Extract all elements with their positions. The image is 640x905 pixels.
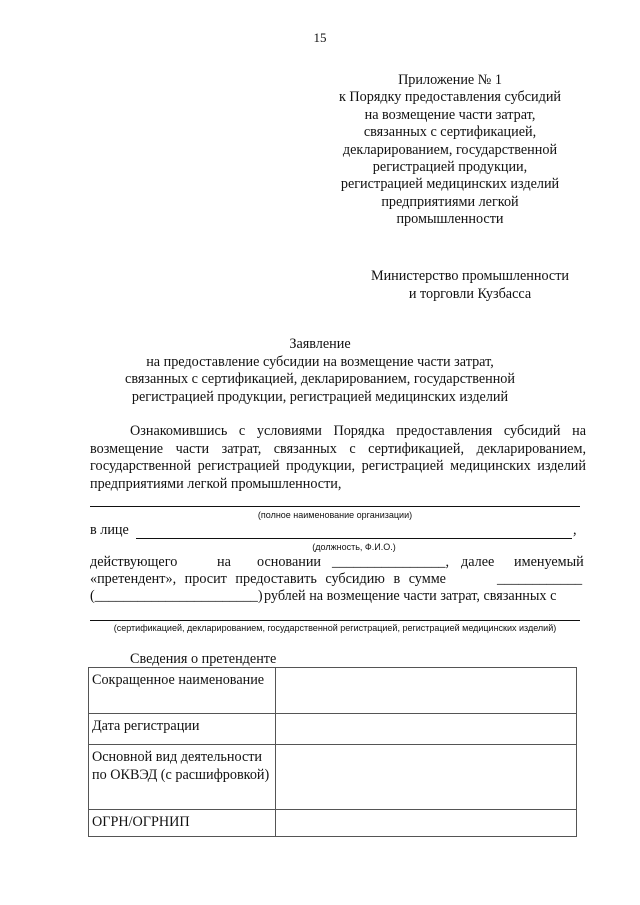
intro-paragraph: Ознакомившись с условиями Порядка предоставления субсидий на возмещение части затрат, связанных с сертификацией, декларированием, государственной регистрацией продукции, регистрацией медицинских изделий предприятиями легкой промышленности, [90, 423, 586, 492]
amount-words-field[interactable]: (_______________________) [90, 588, 263, 604]
costs-caption: (сертификацией, декларированием, государственной регистрацией, регистрацией медицинских изделий) [113, 623, 557, 633]
appendix-line: на возмещение части затрат, [364, 106, 536, 123]
claimant-text: «претендент», просит предоставить субсидию в сумме [90, 571, 446, 587]
row-value[interactable] [276, 810, 577, 837]
org-caption: (полное наименование организации) [257, 510, 413, 520]
appendix-line: к Порядку предоставления субсидий [338, 89, 562, 106]
title-line: регистрацией продукции, регистрацией медицинских изделий [131, 388, 509, 405]
acting-word: именуемый [514, 554, 584, 570]
title-heading: Заявление [289, 336, 351, 352]
appendix-line: предприятиями легкой [381, 193, 519, 210]
costs-field[interactable] [90, 620, 580, 621]
table-row [89, 714, 577, 745]
appendix-block [330, 72, 570, 229]
position-caption: (должность, Ф.И.О.) [312, 542, 396, 552]
org-name-field[interactable] [90, 506, 580, 507]
row-value[interactable] [276, 668, 577, 714]
acting-word: на [217, 554, 231, 570]
acting-word: далее [461, 554, 495, 570]
row-label: ОГРН/ОГРНИП [89, 810, 276, 837]
ministry-line-2: и торговли Кузбасса [408, 285, 532, 302]
title-line: связанных с сертификацией, декларированием, государственной [125, 371, 515, 388]
appendix-line: декларированием, государственной [342, 141, 558, 158]
appendix-line: связанных с сертификацией, [363, 124, 537, 141]
table-row [89, 668, 577, 714]
acting-word: действующего [90, 554, 178, 570]
appendix-line: промышленности [396, 211, 504, 228]
appendix-line: регистрацией медицинских изделий [340, 176, 560, 193]
table-row [89, 745, 577, 810]
ministry-line-1: Министерство промышленности [370, 268, 570, 284]
appendix-line: Приложение № 1 [398, 72, 502, 88]
claimant-info-table [88, 667, 577, 837]
basis-field[interactable]: ________________, [332, 554, 450, 570]
rubles-text: рублей на возмещение части затрат, связанных с [264, 588, 557, 604]
row-value[interactable] [276, 714, 577, 745]
title-line: на предоставление субсидии на возмещение части затрат, [146, 353, 494, 370]
appendix-line: регистрацией продукции, [372, 159, 528, 176]
claimant-info-heading: Сведения о претенденте [130, 651, 277, 667]
row-label: Основной вид деятельности по ОКВЭД (с расшифровкой) [89, 745, 276, 810]
table-row [89, 810, 577, 837]
in-person-field[interactable] [136, 538, 572, 539]
in-person-label: в лице [90, 522, 129, 538]
document-title [80, 336, 560, 406]
in-person-comma: , [573, 522, 577, 538]
row-label: Дата регистрации [89, 714, 276, 745]
acting-word: основании [257, 554, 322, 570]
row-value[interactable] [276, 745, 577, 810]
subsidy-amount-field[interactable]: ____________ [497, 571, 583, 587]
row-label: Сокращенное наименование [89, 668, 276, 714]
recipient-block [340, 268, 600, 303]
page-number: 15 [313, 30, 327, 45]
